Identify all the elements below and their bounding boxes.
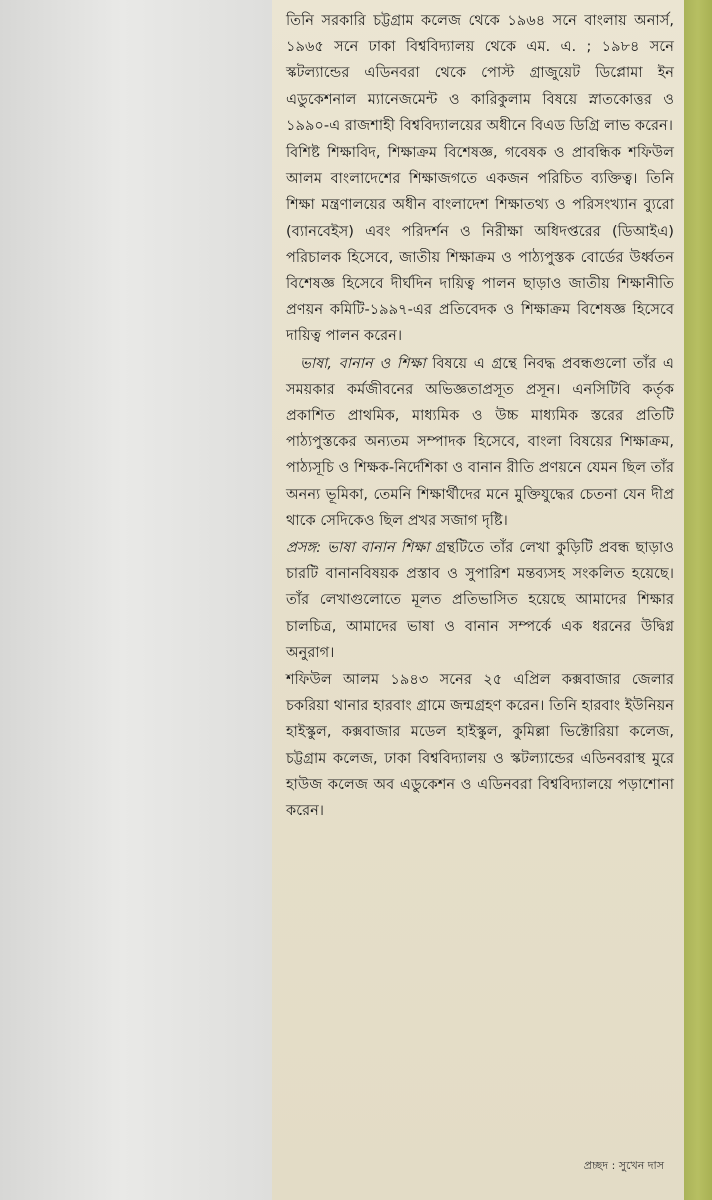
- left-cover-panel: [0, 0, 272, 1200]
- cover-design-credit: প্রচ্ছদ : সুখেন দাস: [583, 1159, 664, 1172]
- italic-book-title: ভাষা, বানান ও শিক্ষা: [300, 354, 426, 372]
- paragraph-text: গ্রন্থটিতে তাঁর লেখা কুড়িটি প্রবন্ধ ছাড়াও চারটি বানানবিষয়ক প্রস্তাব ও সুপারিশ মন্তব্যসহ সংকলিত হয়েছে। তাঁর লেখাগুলোতে মূলত প্রতিভাসিত হয়েছে আমাদের শিক্ষার চালচিত্র, আমাদের ভাষা ও বানান সম্পর্কে এক ধরনের উদ্বিগ্ন অনুরাগ।: [286, 539, 674, 661]
- paragraph-text: শফিউল আলম ১৯৪৩ সনের ২৫ এপ্রিল কক্সবাজার জেলার চকরিয়া থানার হারবাং গ্রামে জন্মগ্রহণ করেন। তিনি হারবাং ইউনিয়ন হাইস্কুল, কক্সবাজার মডেল হাইস্কুল, কুমিল্লা ভিক্টোরিয়া কলেজ, চট্টগ্রাম কলেজ, ঢাকা বিশ্ববিদ্যালয় ও স্কটল্যান্ডের এডিনবরাস্থ মুরে হাউজ কলেজ অব এডুকেশন ও এডিনবরা বিশ্ববিদ্যালয়ে পড়াশোনা করেন।: [286, 671, 674, 820]
- paragraph-text: তিনি সরকারি চট্টগ্রাম কলেজ থেকে ১৯৬৪ সনে বাংলায় অনার্স, ১৯৬৫ সনে ঢাকা বিশ্ববিদ্যালয় থেকে এম. এ. ; ১৯৮৪ সনে স্কটল্যান্ডের এডিনবরা থেকে পোস্ট গ্রাজুয়েট ডিপ্লোমা ইন এডুকেশনাল ম্যানেজমেন্ট ও কারিকুলাম বিষয়ে স্নাতকোত্তর ও ১৯৯০-এ রাজশাহী বিশ্ববিদ্যালয়ের অধীনে বিএড ডিগ্রি লাভ করেন।: [286, 12, 674, 134]
- paragraph-text: বিষয়ে এ গ্রন্থে নিবদ্ধ প্রবন্ধগুলো তাঁর এ সময়কার কর্মজীবনের অভিজ্ঞতাপ্রসূত প্রসূন। এনসিটিবি কর্তৃক প্রকাশিত প্রাথমিক, মাধ্যমিক ও উচ্চ মাধ্যমিক স্তরের প্রতিটি পাঠ্যপুস্তকের অন্যতম সম্পাদক হিসেবে, বাংলা বিষয়ের শিক্ষাক্রম, পাঠ্যসূচি ও শিক্ষক-নির্দেশিকা ও বানান রীতি প্রণয়নে যেমন ছিল তাঁর অনন্য ভূমিকা, তেমনি শিক্ষার্থীদের মনে মুক্তিযুদ্ধের চেতনা যেন দীপ্র থাকে সেদিকেও ছিল প্রখর সজাগ দৃষ্টি।: [286, 354, 674, 529]
- bio-paragraph-book-contents: [286, 535, 674, 666]
- back-cover-text-panel: [272, 0, 684, 1200]
- bio-paragraph-career: [286, 140, 674, 350]
- bio-paragraph-education: [286, 8, 674, 139]
- book-spine-strip: [684, 0, 712, 1200]
- bio-paragraph-birth: [286, 667, 674, 824]
- paragraph-text: বিশিষ্ট শিক্ষাবিদ, শিক্ষাক্রম বিশেষজ্ঞ, গবেষক ও প্রাবন্ধিক শফিউল আলম বাংলাদেশের শিক্ষাজগতে একজন পরিচিত ব্যক্তিত্ব। তিনি শিক্ষা মন্ত্রণালয়ের অধীন বাংলাদেশ শিক্ষাতথ্য ও পরিসংখ্যান ব্যুরো (ব্যানবেইস) এবং পরিদর্শন ও নিরীক্ষা অধিদপ্তরের (ডিআইএ) পরিচালক হিসেবে, জাতীয় শিক্ষাক্রম ও পাঠ্যপুস্তক বোর্ডের উর্ধ্বতন বিশেষজ্ঞ হিসেবে দীর্ঘদিন দায়িত্ব পালন ছাড়াও জাতীয় শিক্ষানীতি প্রণয়ন কমিটি-১৯৯৭-এর প্রতিবেদক ও শিক্ষাক্রম বিশেষজ্ঞ হিসেবে দায়িত্ব পালন করেন।: [286, 144, 674, 345]
- italic-book-title: প্রসঙ্গ: ভাষা বানান শিক্ষা: [286, 539, 430, 557]
- bio-paragraph-book-topic: [286, 351, 674, 534]
